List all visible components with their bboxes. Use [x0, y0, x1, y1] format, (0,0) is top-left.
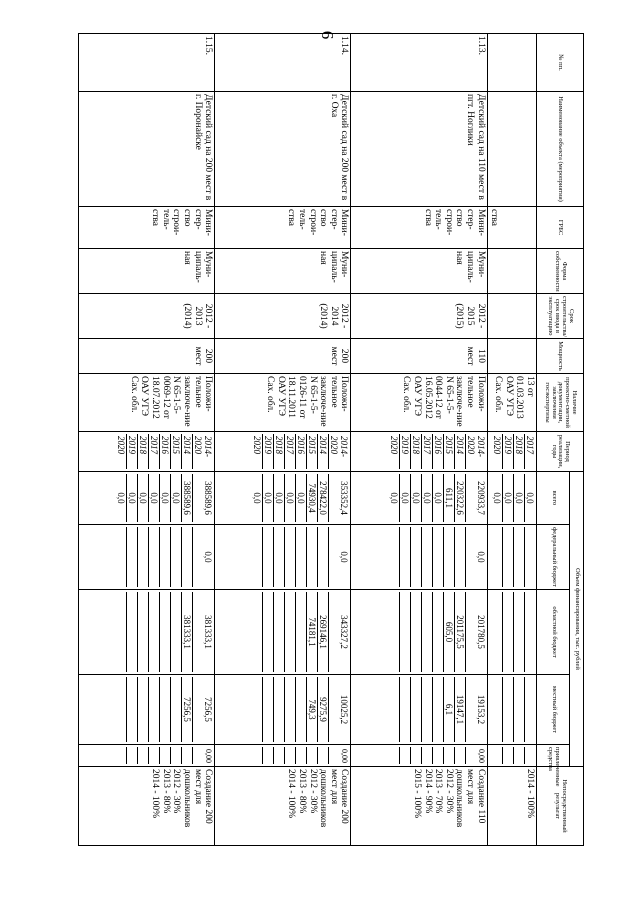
regional-cell: 74181,1 — [307, 592, 318, 672]
cell-regional — [487, 590, 536, 675]
other-cell: 0,00 — [465, 747, 486, 764]
total-cell: 0,0 — [399, 474, 410, 522]
cell-num: 1.15. — [79, 34, 215, 92]
local-cell: 7256,5 — [193, 677, 214, 742]
header-period: Период реализации, годы — [536, 432, 583, 472]
header-result: Непосредственный результат — [536, 767, 583, 846]
total-cell: 0,0 — [171, 474, 182, 522]
cell-result: Создание 200 мест для дошкольников 2012 - 30% 2013 - 80% 2014 - 100% — [79, 767, 215, 846]
year-cell: 2018 — [513, 434, 524, 469]
year-cell: 2014-2020 — [329, 434, 350, 469]
local-cell: 9275,9 — [318, 677, 329, 742]
cell-years — [79, 432, 215, 472]
cell-expertise: Положи-тельное заключе-ние N 65-1-5-0069-12 от 18.07.2012 ОАУ УГЭ Сах. обл. — [79, 374, 215, 432]
year-cell: 2019 — [399, 434, 410, 469]
cell-num: 1.13. — [351, 34, 487, 92]
cell-term — [487, 294, 536, 339]
total-cell: 220933,7 — [465, 474, 486, 522]
year-cell: 2017 — [285, 434, 296, 469]
total-cell: 0,0 — [502, 474, 513, 522]
cell-form: Муни-ципаль-ная — [79, 249, 215, 294]
cell-term: 2012 - 2014 (2014) — [215, 294, 351, 339]
regional-cell: 605,0 — [443, 592, 454, 672]
regional-cell: 381333,1 — [182, 592, 193, 672]
local-cell: 6,1 — [443, 677, 454, 742]
cell-power: 200 мест — [79, 339, 215, 374]
cell-totals — [487, 472, 536, 525]
cell-num — [487, 34, 536, 92]
year-cell: 2014-2020 — [465, 434, 486, 469]
cell-term: 2012 - 2013 (2014) — [79, 294, 215, 339]
cell-local — [79, 675, 215, 745]
header-other: привлеченные средства — [536, 745, 570, 767]
cell-other — [487, 745, 536, 767]
total-cell: 0,0 — [410, 474, 421, 522]
total-cell: 0,0 — [252, 492, 263, 504]
cell-totals — [79, 472, 215, 525]
cell-other — [215, 745, 351, 767]
cell-regional — [215, 590, 351, 675]
other-cell: 0,00 — [329, 747, 350, 764]
total-cell: 0,0 — [116, 492, 127, 504]
total-cell: 0,0 — [285, 474, 296, 522]
header-federal: федеральный бюджет — [536, 525, 570, 590]
local-cell: 7256,5 — [182, 677, 193, 742]
cell-expertise: Положи-тельное заключе-ние N 65-1-5-0126-11 от 18.11.2011 ОАУ УГЭ Сах. обл. — [215, 374, 351, 432]
cell-result: 2014 - 100% — [487, 767, 536, 846]
total-cell: 0,0 — [432, 474, 443, 522]
cell-totals — [215, 472, 351, 525]
year-cell: 2019 — [502, 434, 513, 469]
federal-cell: 0,0 — [329, 527, 350, 587]
regional-cell: 343327,2 — [329, 592, 350, 672]
total-cell: 0,0 — [513, 474, 524, 522]
cell-totals — [351, 472, 487, 525]
cell-power — [487, 339, 536, 374]
cell-form — [487, 249, 536, 294]
year-cell: 2018 — [274, 434, 285, 469]
total-cell: 0,0 — [127, 474, 138, 522]
cell-grbs: Мини-стер-ство строи-тель-ства — [215, 207, 351, 249]
year-cell: 2016 — [296, 434, 307, 469]
total-cell: 278422,0 — [318, 474, 329, 522]
header-term: Срок строительства/срок ввода в эксплуатацию — [536, 294, 583, 339]
total-cell: 0,0 — [491, 492, 502, 504]
year-cell: 2016 — [160, 434, 171, 469]
year-cell: 2015 — [171, 434, 182, 469]
regional-cell: 201780,5 — [465, 592, 486, 672]
header-local: местный бюджет — [536, 675, 570, 745]
cell-name: Детский сад на 200 мест в г. Оха — [215, 92, 351, 207]
header-total: всего — [536, 472, 570, 525]
cell-grbs: Мини-стер-ство строи-тель-ства — [79, 207, 215, 249]
cell-federal — [79, 525, 215, 590]
federal-cell: 0,0 — [193, 527, 214, 587]
regional-cell: 381333,1 — [193, 592, 214, 672]
cell-years — [351, 432, 487, 472]
table-row — [79, 34, 215, 846]
cell-years — [215, 432, 351, 472]
federal-cell: 0,0 — [465, 527, 486, 587]
year-cell: 2018 — [410, 434, 421, 469]
cell-expertise: 13 от 01.03.2013 ОАУ УГЭ Сах. обл. — [487, 374, 536, 432]
regional-cell: 201175,5 — [454, 592, 465, 672]
cell-result: Создание 110 мест для дошкольников 2012 - 30% 2013 - 70% 2014 - 90% 2015 - 100% — [351, 767, 487, 846]
cell-name: Детский сад на 200 мест в г. Поронайске — [79, 92, 215, 207]
document-table-rotated — [78, 33, 584, 845]
regional-cell: 269146,1 — [318, 592, 329, 672]
cell-expertise: Положи-тельное заключе-ние N 65-1-5-0044-12 от 16.05.2012 ОАУ УГЭ Сах. обл. — [351, 374, 487, 432]
year-cell: 2020 — [388, 436, 399, 454]
total-cell: 74930,4 — [307, 474, 318, 522]
cell-local — [487, 675, 536, 745]
header-regional: областной бюджет — [536, 590, 570, 675]
header-row-1 — [570, 34, 584, 846]
cell-grbs: Мини-стер-ство строи-тель-ства — [351, 207, 487, 249]
year-cell: 2014 — [454, 434, 465, 469]
cell-regional — [351, 590, 487, 675]
year-cell: 2019 — [263, 434, 274, 469]
cell-federal — [215, 525, 351, 590]
total-cell: 0,0 — [296, 474, 307, 522]
cell-name: Детский сад на 110 мест в пгт. Ноглики — [351, 92, 487, 207]
year-cell: 2014 — [182, 434, 193, 469]
cell-years — [487, 432, 536, 472]
cell-federal — [351, 525, 487, 590]
year-cell: 2020 — [252, 436, 263, 454]
local-cell: 10025,2 — [329, 677, 350, 742]
cell-form: Муни-ципаль-ная — [215, 249, 351, 294]
local-cell: 749,3 — [307, 677, 318, 742]
cell-grbs: ства — [487, 207, 536, 249]
cell-num: 1.14. — [215, 34, 351, 92]
total-cell: 0,0 — [274, 474, 285, 522]
year-cell: 2015 — [307, 434, 318, 469]
header-form: Форма собственности — [536, 249, 583, 294]
cell-regional — [79, 590, 215, 675]
financing-table — [78, 33, 584, 846]
table-row — [215, 34, 351, 846]
year-cell: 2014 — [318, 434, 329, 469]
cell-local — [215, 675, 351, 745]
total-cell: 388589,6 — [193, 474, 214, 522]
header-finance: Объем финансирования, тыс. рублей — [570, 472, 584, 767]
year-cell: 2014-2020 — [193, 434, 214, 469]
year-cell: 2018 — [138, 434, 149, 469]
year-cell: 2016 — [432, 434, 443, 469]
cell-federal — [487, 525, 536, 590]
header-num: № пп. — [536, 34, 583, 92]
total-cell: 388589,6 — [182, 474, 193, 522]
cell-result: Создание 200 мест для дошкольников 2012 - 30% 2013 - 80% 2014 - 100% — [215, 767, 351, 846]
table-row — [351, 34, 487, 846]
year-cell: 2020 — [491, 436, 502, 454]
local-cell: 19153,2 — [465, 677, 486, 742]
total-cell: 0,0 — [160, 474, 171, 522]
total-cell: 0,0 — [263, 474, 274, 522]
cell-other — [351, 745, 487, 767]
year-cell: 2019 — [127, 434, 138, 469]
total-cell: 0,0 — [421, 474, 432, 522]
total-cell: 611,1 — [443, 474, 454, 522]
year-cell: 2015 — [443, 434, 454, 469]
cell-term: 2012 - 2015 (2015) — [351, 294, 487, 339]
year-cell: 2017 — [149, 434, 160, 469]
total-cell: 353352,4 — [329, 474, 350, 522]
year-cell: 2017 — [524, 434, 535, 469]
other-cell: 0,00 — [193, 747, 214, 764]
header-name: Наименование объекта (мероприятия) — [536, 92, 583, 207]
total-cell: 0,0 — [149, 474, 160, 522]
cell-other — [79, 745, 215, 767]
cell-name — [487, 92, 536, 207]
year-cell: 2020 — [116, 436, 127, 454]
year-cell: 2017 — [421, 434, 432, 469]
local-cell: 19147,1 — [454, 677, 465, 742]
cell-power: 200 мест — [215, 339, 351, 374]
cell-local — [351, 675, 487, 745]
header-grbs: ГРБС — [536, 207, 583, 249]
total-cell: 0,0 — [524, 474, 535, 522]
total-cell: 0,0 — [138, 474, 149, 522]
header-expertise: Наличие проектно-сметной документации, заключения госэкспертизы — [536, 374, 583, 432]
page-number: 6 — [318, 30, 337, 40]
cell-power: 110 мест — [351, 339, 487, 374]
total-cell: 0,0 — [388, 492, 399, 504]
total-cell: 220322,6 — [454, 474, 465, 522]
cell-form: Муни-ципаль-ная — [351, 249, 487, 294]
header-power: Мощность — [536, 339, 583, 374]
table-row-continued — [487, 34, 536, 846]
